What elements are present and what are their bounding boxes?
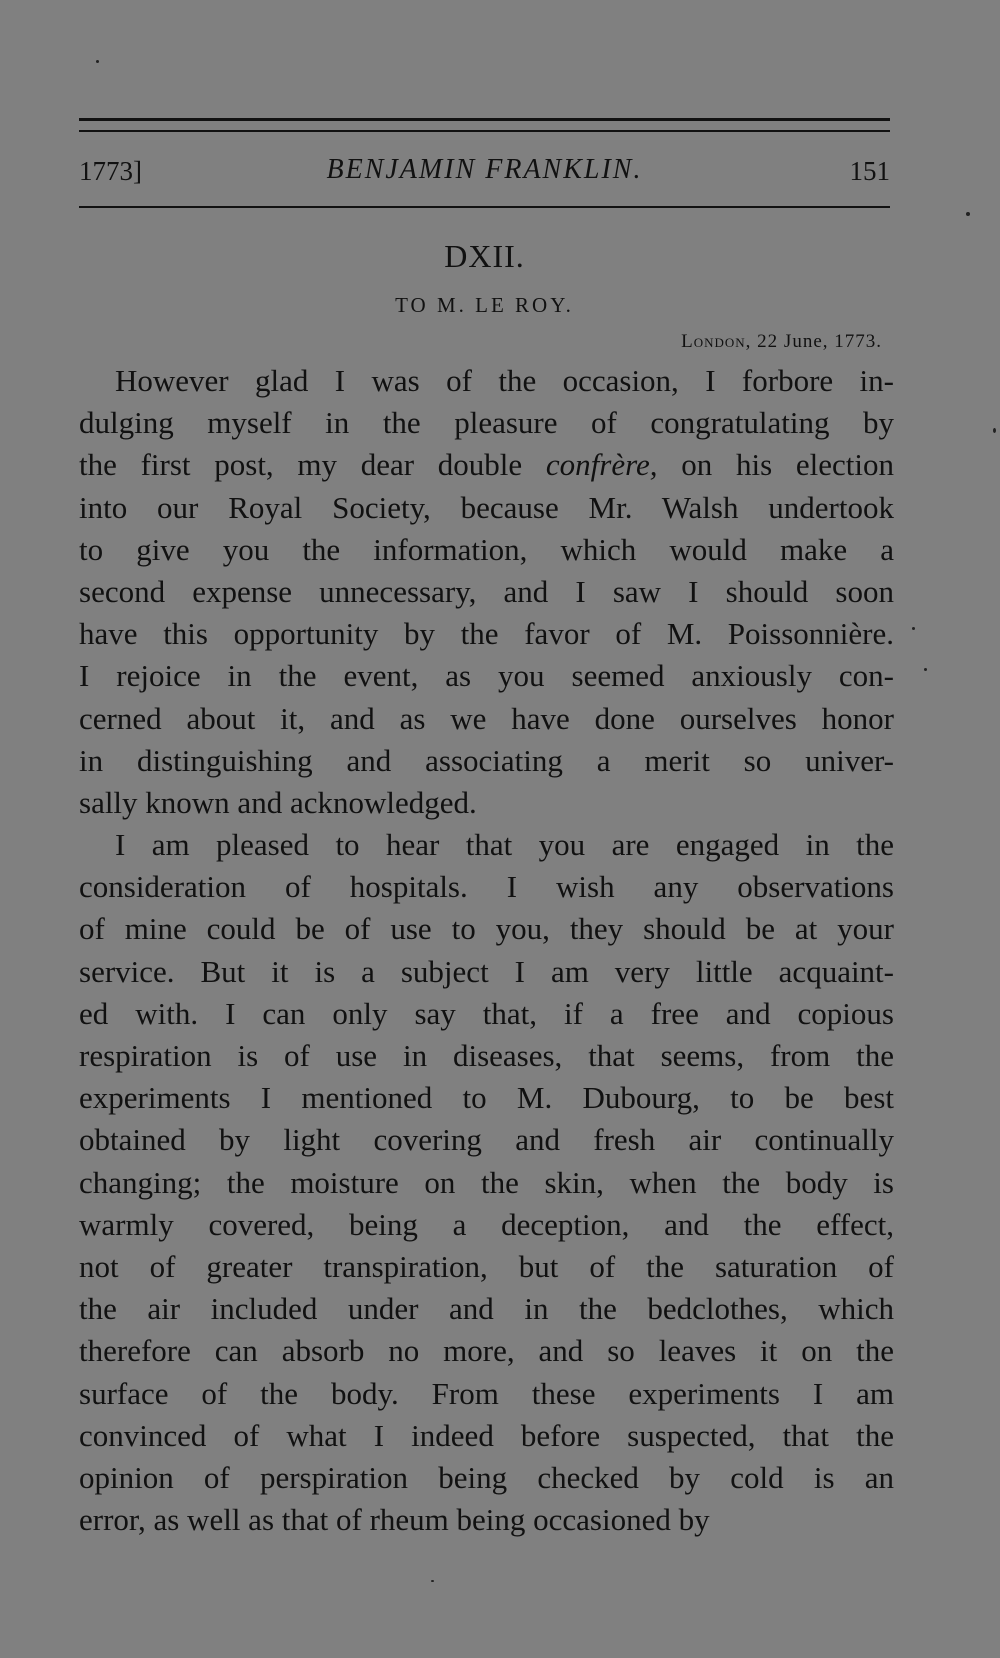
- text-line: therefore can absorb no more, and so leaves it on the: [79, 1333, 894, 1369]
- text-line: in distinguishing and associating a merit so univer-: [79, 742, 894, 778]
- text-line: to give you the information, which would make a: [79, 531, 894, 567]
- letter-number: DXII.: [444, 238, 525, 274]
- paper-speck: [924, 668, 927, 671]
- text-line: ed with. I can only say that, if a free and copious: [79, 995, 894, 1031]
- header-rule-under: [79, 206, 890, 208]
- text-line: the air included under and in the bedclothes, which: [79, 1291, 894, 1327]
- text-line: sally known and acknowledged.: [79, 784, 477, 820]
- text-line: warmly covered, being a deception, and the effect,: [79, 1206, 894, 1242]
- header-rule-top: [79, 118, 890, 121]
- text-line: second expense unnecessary, and I saw I should soon: [79, 573, 894, 609]
- header-rule-second: [79, 130, 890, 132]
- dateline-place: London,: [681, 331, 752, 352]
- text-line: cerned about it, and as we have done ourselves honor: [79, 700, 894, 736]
- text-line: changing; the moisture on the skin, when the body is: [79, 1164, 894, 1200]
- text-line: [79, 444, 894, 486]
- paper-speck: [431, 1580, 434, 1582]
- paper-speck: [912, 627, 915, 630]
- text-line: respiration is of use in diseases, that seems, from the: [79, 1038, 894, 1073]
- text-line: However glad I was of the occasion, I forbore in-: [115, 363, 894, 398]
- running-head-title: BENJAMIN FRANKLIN.: [326, 154, 643, 185]
- text-line: surface of the body. From these experiments I am: [79, 1375, 894, 1411]
- text-line: error, as well as that of rheum being occasioned by: [79, 1502, 710, 1538]
- text-line: not of greater transpiration, but of the saturation of: [79, 1248, 894, 1284]
- text-segment: on his election: [657, 447, 894, 483]
- running-head: [79, 150, 890, 194]
- text-line: consideration of hospitals. I wish any observations: [79, 869, 894, 905]
- running-head-year: 1773]: [79, 156, 142, 186]
- text-line: into our Royal Society, because Mr. Walsh undertook: [79, 489, 894, 525]
- text-line: experiments I mentioned to M. Dubourg, to be best: [79, 1080, 894, 1116]
- text-line: obtained by light covering and fresh air continually: [79, 1122, 894, 1158]
- text-line: have this opportunity by the favor of M. Poissonnière.: [79, 616, 894, 652]
- text-line: dulging myself in the pleasure of congratulating by: [79, 405, 894, 441]
- paper-speck: [966, 212, 970, 216]
- text-segment: the first post, my dear double: [79, 447, 546, 483]
- text-line: opinion of perspiration being checked by cold is an: [79, 1459, 894, 1495]
- text-line: service. But it is a subject I am very little acquaint-: [79, 953, 894, 989]
- text-line: I am pleased to hear that you are engaged in the: [115, 827, 894, 863]
- page-number: 151: [849, 156, 890, 186]
- text-line: I rejoice in the event, as you seemed anxiously con-: [79, 658, 894, 694]
- dateline-date: 22 June, 1773.: [757, 331, 882, 352]
- letter-body: [79, 360, 894, 1541]
- paper-speck: [96, 60, 99, 63]
- paper-speck: [993, 428, 996, 433]
- letter-dateline: [681, 331, 882, 353]
- letter-recipient: TO M. LE ROY.: [395, 293, 574, 317]
- italic-word: confrère,: [545, 447, 658, 483]
- text-line: of mine could be of use to you, they should be at your: [79, 911, 894, 947]
- text-line: convinced of what I indeed before suspected, that the: [79, 1417, 894, 1453]
